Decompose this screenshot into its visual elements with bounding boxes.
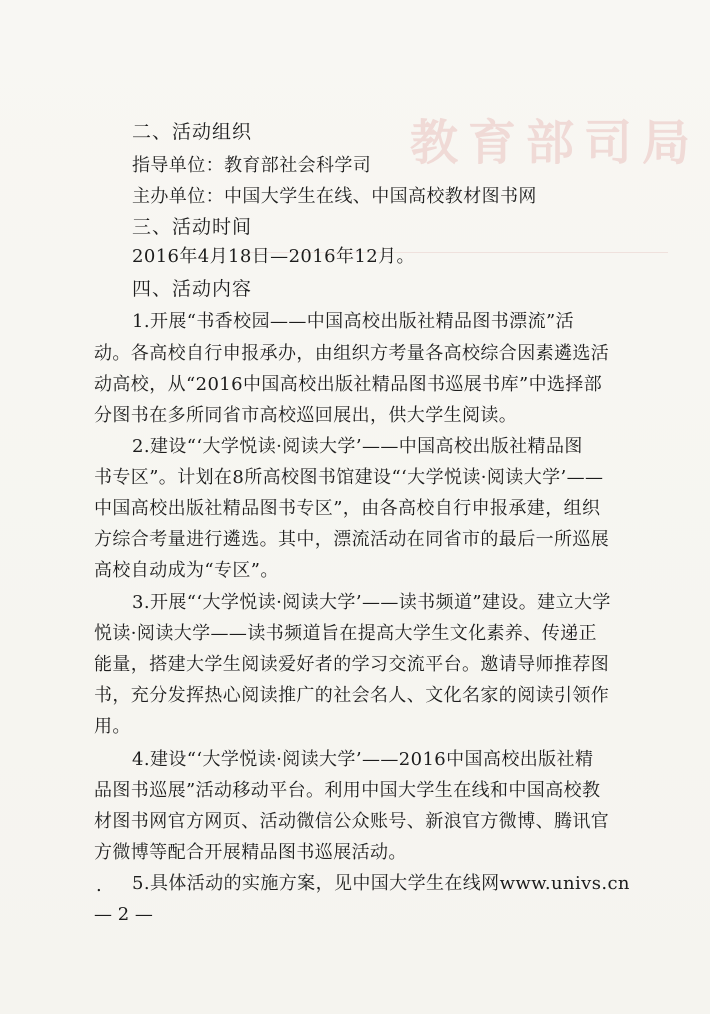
content-line-5: 2.建设“‘大学悦读·阅读大学’——中国高校出版社精品图 (132, 436, 583, 457)
heading-time: 三、活动时间 (132, 216, 253, 238)
content-line-17: 材图书网官方网页、活动微信公众账号、新浪官方微博、腾讯官 (94, 811, 610, 832)
content-line-7: 中国高校出版社精品图书专区”，由各高校自行申报承建，组织 (94, 498, 601, 519)
stray-mark: . (96, 875, 102, 896)
content-line-12: 能量，搭建大学生阅读爱好者的学习交流平台。邀请导师推荐图 (94, 654, 610, 675)
content-line-1: 1.开展“书香校园——中国高校出版社精品图书漂流”活 (132, 311, 574, 332)
content-line-13: 书，充分发挥热心阅读推广的社会名人、文化名家的阅读引领作 (94, 685, 610, 706)
content-line-9: 高校自动成为“专区”。 (94, 560, 279, 581)
content-line-15: 4.建设“‘大学悦读·阅读大学’——2016中国高校出版社精 (132, 749, 594, 770)
content-line-10: 3.开展“‘大学悦读·阅读大学’——读书频道”建设。建立大学 (132, 592, 611, 613)
content-line-2: 动。各高校自行申报承办，由组织方考量各高校综合因素遴选活 (94, 343, 610, 364)
content-line-14: 用。 (94, 716, 131, 737)
page-number: — 2 — (94, 904, 153, 925)
content-line-3: 动高校，从“2016中国高校出版社精品图书巡展书库”中选择部 (94, 374, 603, 395)
content-line-8: 方综合考量进行遴选。其中，漂流活动在同省市的最后一所巡展 (94, 529, 610, 550)
heading-organization: 二、活动组织 (132, 121, 253, 143)
content-line-19: 5.具体活动的实施方案，见中国大学生在线网www.univs.cn (132, 873, 630, 894)
content-line-11: 悦读·阅读大学——读书频道旨在提高大学生文化素养、传递正 (94, 623, 597, 644)
host-unit-line: 主办单位：中国大学生在线、中国高校教材图书网 (132, 186, 537, 207)
guide-unit-line: 指导单位：教育部社会科学司 (132, 155, 372, 176)
content-line-18: 方微博等配合开展精品图书巡展活动。 (94, 842, 407, 863)
content-line-6: 书专区”。计划在8所高校图书馆建设“‘大学悦读·阅读大学’—— (94, 467, 604, 488)
time-range-line: 2016年4月18日—2016年12月。 (132, 246, 415, 267)
content-line-16: 品图书巡展”活动移动平台。利用中国大学生在线和中国高校教 (94, 780, 601, 801)
content-line-4: 分图书在多所同省市高校巡回展出，供大学生阅读。 (94, 405, 518, 426)
heading-content: 四、活动内容 (132, 278, 253, 300)
bleed-through-mark: 教育部司局 (410, 115, 701, 171)
